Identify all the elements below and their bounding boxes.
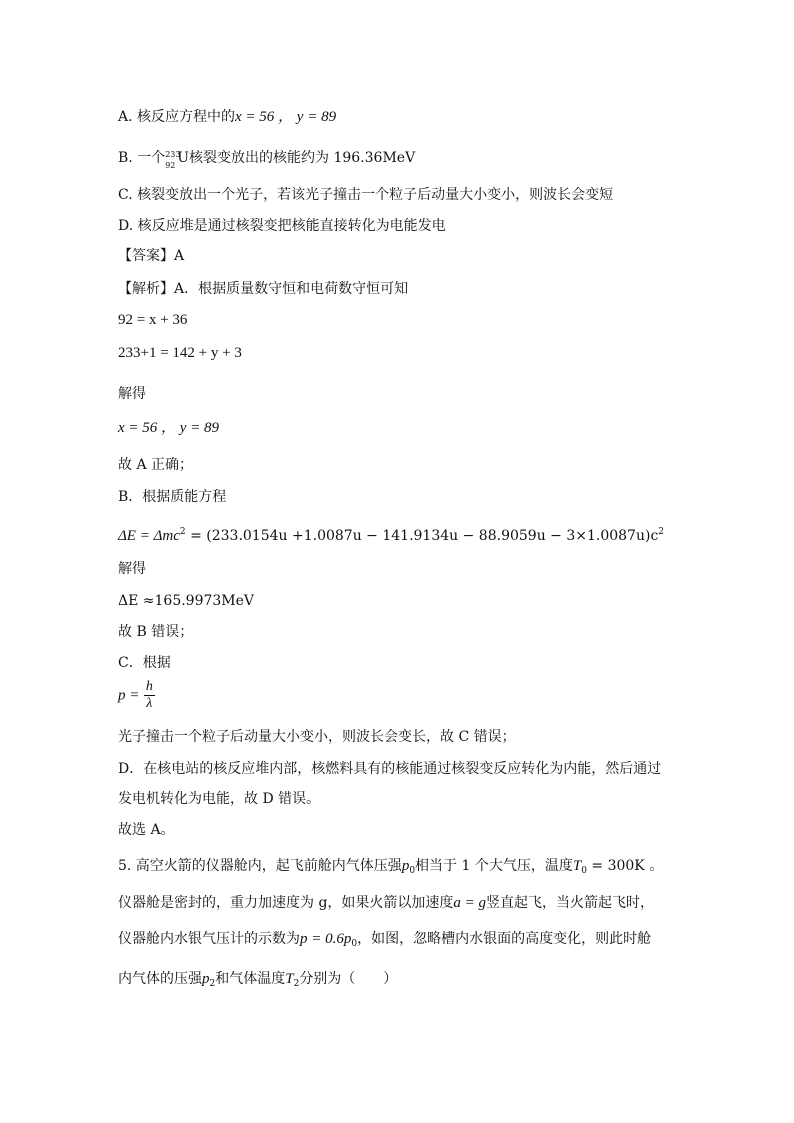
atomic-number: 92 [165, 161, 176, 170]
solve-label-1: 解得 [118, 386, 146, 402]
option-b-prefix: B. 一个 [118, 150, 166, 166]
q5-text-3b: ，如图，忽略槽内水银面的高度变化，则此时舱 [357, 931, 652, 947]
question-5-line-3 [118, 928, 651, 955]
option-b-text: 核裂变放出的核能约为 196.36MeV [189, 150, 416, 166]
option-a-equation: x = 56 ， y = 89 [235, 109, 337, 125]
eq4-square-end: 2 [658, 527, 665, 537]
q5-text-3a: 仪器舱内水银气压计的示数为 [118, 931, 300, 947]
question-5-line-2 [118, 892, 654, 914]
nuclide-symbol: U [177, 150, 190, 166]
q5-text-1b: 相当于 1 个大气压，温度 [415, 858, 573, 874]
momentum-formula [118, 679, 155, 719]
q5-text-4a: 内气体的压强 [118, 971, 202, 987]
conclusion-a: 故 A 正确； [118, 457, 194, 473]
q5-p0: p [401, 858, 410, 874]
nuclide-u235 [165, 148, 181, 170]
q5-text-2b: 竖直起飞，当火箭起飞时， [486, 895, 655, 911]
conclusion-b: 故 B 错误； [118, 624, 194, 640]
option-d: D. 核反应堆是通过核裂变把核能直接转化为电能发电 [118, 218, 446, 234]
solve-label-2: 解得 [118, 561, 146, 577]
q5-text-1a: 5. 高空火箭的仪器舱内，起飞前舱内气体压强 [118, 858, 402, 874]
eq4-rhs: = (233.0154u +1.0087u − 141.9134u − 88.9059u − 3×1.0087u)c [185, 528, 659, 544]
answer-line: 【答案】A [118, 248, 185, 264]
part-b-heading: B．根据质能方程 [118, 489, 227, 505]
option-b [118, 148, 415, 168]
equation-1: 92 = x + 36 [118, 312, 188, 328]
option-a-label: A. 核反应方程中的 [118, 109, 236, 125]
fraction-h-over-lambda [144, 679, 155, 712]
part-d-text-1: D．在核电站的核反应堆内部，核燃料具有的核能通过核裂变反应转化为内能，然后通过 [118, 761, 662, 777]
fraction-numerator: h [145, 679, 153, 694]
formula-lhs: p = [118, 687, 140, 704]
equation-2: 233+1 = 142 + y + 3 [118, 345, 242, 361]
q5-p2: p [202, 971, 210, 987]
q5-text-4b: 和气体温度 [215, 971, 286, 987]
eq4-square: 2 [179, 527, 186, 537]
q5-text-2a: 仪器舱是密封的，重力加速度为 g，如果火箭以加速度 [118, 895, 454, 911]
q5-text-4c: 分别为（ ） [299, 971, 398, 987]
eq4-lhs: ΔE = Δmc [118, 528, 180, 544]
q5-pressure-eq: p = 0.6p [300, 931, 352, 947]
q5-p2-sub: 2 [209, 979, 216, 989]
q5-t2: T [285, 971, 294, 987]
analysis-heading: 【解析】A．根据质量数守恒和电荷数守恒可知 [118, 281, 409, 297]
solution-xy: x = 56 ， y = 89 [118, 420, 220, 436]
mass-number: 233 [165, 150, 181, 159]
final-choice: 故选 A。 [118, 822, 175, 838]
fraction-denominator: λ [146, 696, 153, 711]
part-c-heading: C．根据 [118, 655, 171, 671]
q5-accel-eq: a = g [453, 895, 487, 911]
q5-t0: T [572, 858, 582, 874]
part-c-text: 光子撞击一个粒子后动量大小变小，则波长会变长，故 C 错误； [118, 729, 516, 745]
question-5-line-1 [118, 855, 663, 882]
q5-text-1c: = 300K 。 [586, 858, 664, 874]
q5-t2-sub: 2 [293, 979, 300, 989]
q5-pressure-sub: 0 [351, 939, 358, 949]
equation-mass-number [118, 310, 187, 330]
q5-p0-sub: 0 [409, 866, 416, 876]
option-a [118, 107, 336, 127]
q5-t0-sub: 0 [581, 866, 587, 876]
part-d-text-2: 发电机转化为电能，故 D 错误。 [118, 791, 321, 807]
energy-result: ΔE ≈165.9973MeV [118, 593, 255, 609]
option-c: C. 核裂变放出一个光子，若该光子撞击一个粒子后动量大小变小，则波长会变短 [118, 187, 614, 203]
mass-energy-equation [118, 522, 664, 546]
equation-charge [118, 343, 242, 363]
question-5-line-4 [118, 968, 397, 995]
